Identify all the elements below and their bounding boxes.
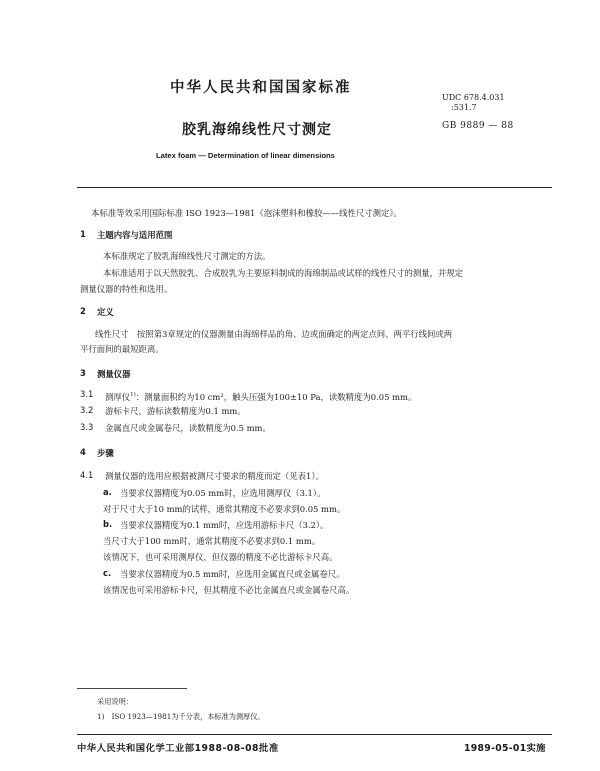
clause-3-2-number: 3.2 [80,405,94,415]
footnote-divider [77,688,187,689]
item-a-label: a. [103,487,112,497]
udc-code-line2: :531.7 [451,103,477,112]
approval-line: 中华人民共和国化学工业部1988-08-08批准 [77,743,279,754]
item-a-note: 对于尺寸大于10 mm的试样，通常其精度不必要求到0.05 mm。 [103,504,346,514]
section-2-definition-b: 平行面间的最短距离。 [80,344,164,354]
clause-4-1-text: 测量仪器的选用应根据被测尺寸要求的精度而定（见表1）。 [105,471,324,481]
footer-divider [77,734,552,735]
footnote-text: 1) ISO 1923—1981为千分表，本标准为测厚仪。 [97,712,265,721]
clause-3-3-text: 金属直尺或金属卷尺，读数精度为0.5 mm。 [105,423,271,433]
document-title-en: Latex foam — Determination of linear dimensions [156,151,335,160]
item-b-note-2: 该情况下，也可采用测厚仪，但仪器的精度不必比游标卡尺高。 [103,552,338,562]
section-4-title: 步骤 [97,448,114,458]
clause-3-1-pre: 测厚仪 [105,392,131,402]
clause-3-1-text [105,389,416,403]
section-4-number: 4 [80,447,86,457]
section-1-paragraph-2b: 测量仪器的特性和选用。 [80,284,173,294]
section-1-paragraph-2a: 本标准适用于以天然胶乳、合成胶乳为主要原料制成的海绵制品或试样的线性尺寸的测量，并规定 [103,268,464,278]
clause-4-1-number: 4.1 [80,470,94,480]
item-b-text: 当要求仪器精度为0.1 mm时，应选用游标卡尺（3.2）。 [120,520,329,530]
clause-3-2-text: 游标卡尺，游标读数精度为0.1 mm。 [105,406,246,416]
section-3-title: 测量仪器 [97,369,131,379]
section-2-definition-a: 线性尺寸 按照第3章规定的仪器测量由海绵样品的角、边或面确定的两定点间、两平行线间或两 [95,329,453,339]
item-b-note-1: 当尺寸大于100 mm时，通常其精度不必要求到0.1 mm。 [103,536,321,546]
header-divider [77,187,552,188]
item-a-text: 当要求仪器精度为0.05 mm时，应选用测厚仪（3.1）。 [120,488,326,498]
clause-3-1-number: 3.1 [80,389,94,399]
document-title-cn: 胶乳海绵线性尺寸测定 [182,122,332,138]
clause-3-3-number: 3.3 [80,422,94,432]
effective-date: 1989-05-01实施 [464,743,546,754]
section-1-number: 1 [80,229,86,239]
intro-paragraph: 本标准等效采用国际标准 ISO 1923—1981《泡沫塑料和橡胶——线性尺寸测定》。 [91,208,402,218]
item-b-label: b. [103,519,113,529]
standard-name: 中华人民共和国国家标准 [170,80,352,96]
footnote-label: 采用说明： [97,697,133,706]
item-c-text: 当要求仪器精度为0.5 mm时，应选用金属直尺或金属卷尺。 [120,569,345,579]
section-2-title: 定义 [97,307,114,317]
section-1-paragraph-1: 本标准规定了胶乳海绵线性尺寸测定的方法。 [103,251,271,261]
section-3-number: 3 [80,368,86,378]
item-c-note: 该情况也可采用游标卡尺，但其精度不必比金属直尺或金属卷尺高。 [103,585,355,595]
section-1-title: 主题内容与适用范围 [97,230,173,240]
item-c-label: c. [103,568,112,578]
section-2-number: 2 [80,306,86,316]
footnote-marker: 1) [130,392,136,398]
clause-3-1-post: ：测量面积约为10 cm²，触头压强为100±10 Pa，读数精度为0.05 mm。 [135,392,417,402]
udc-code-line1: UDC 678.4.031 [442,93,505,102]
gb-number: GB 9889 — 88 [442,121,514,131]
